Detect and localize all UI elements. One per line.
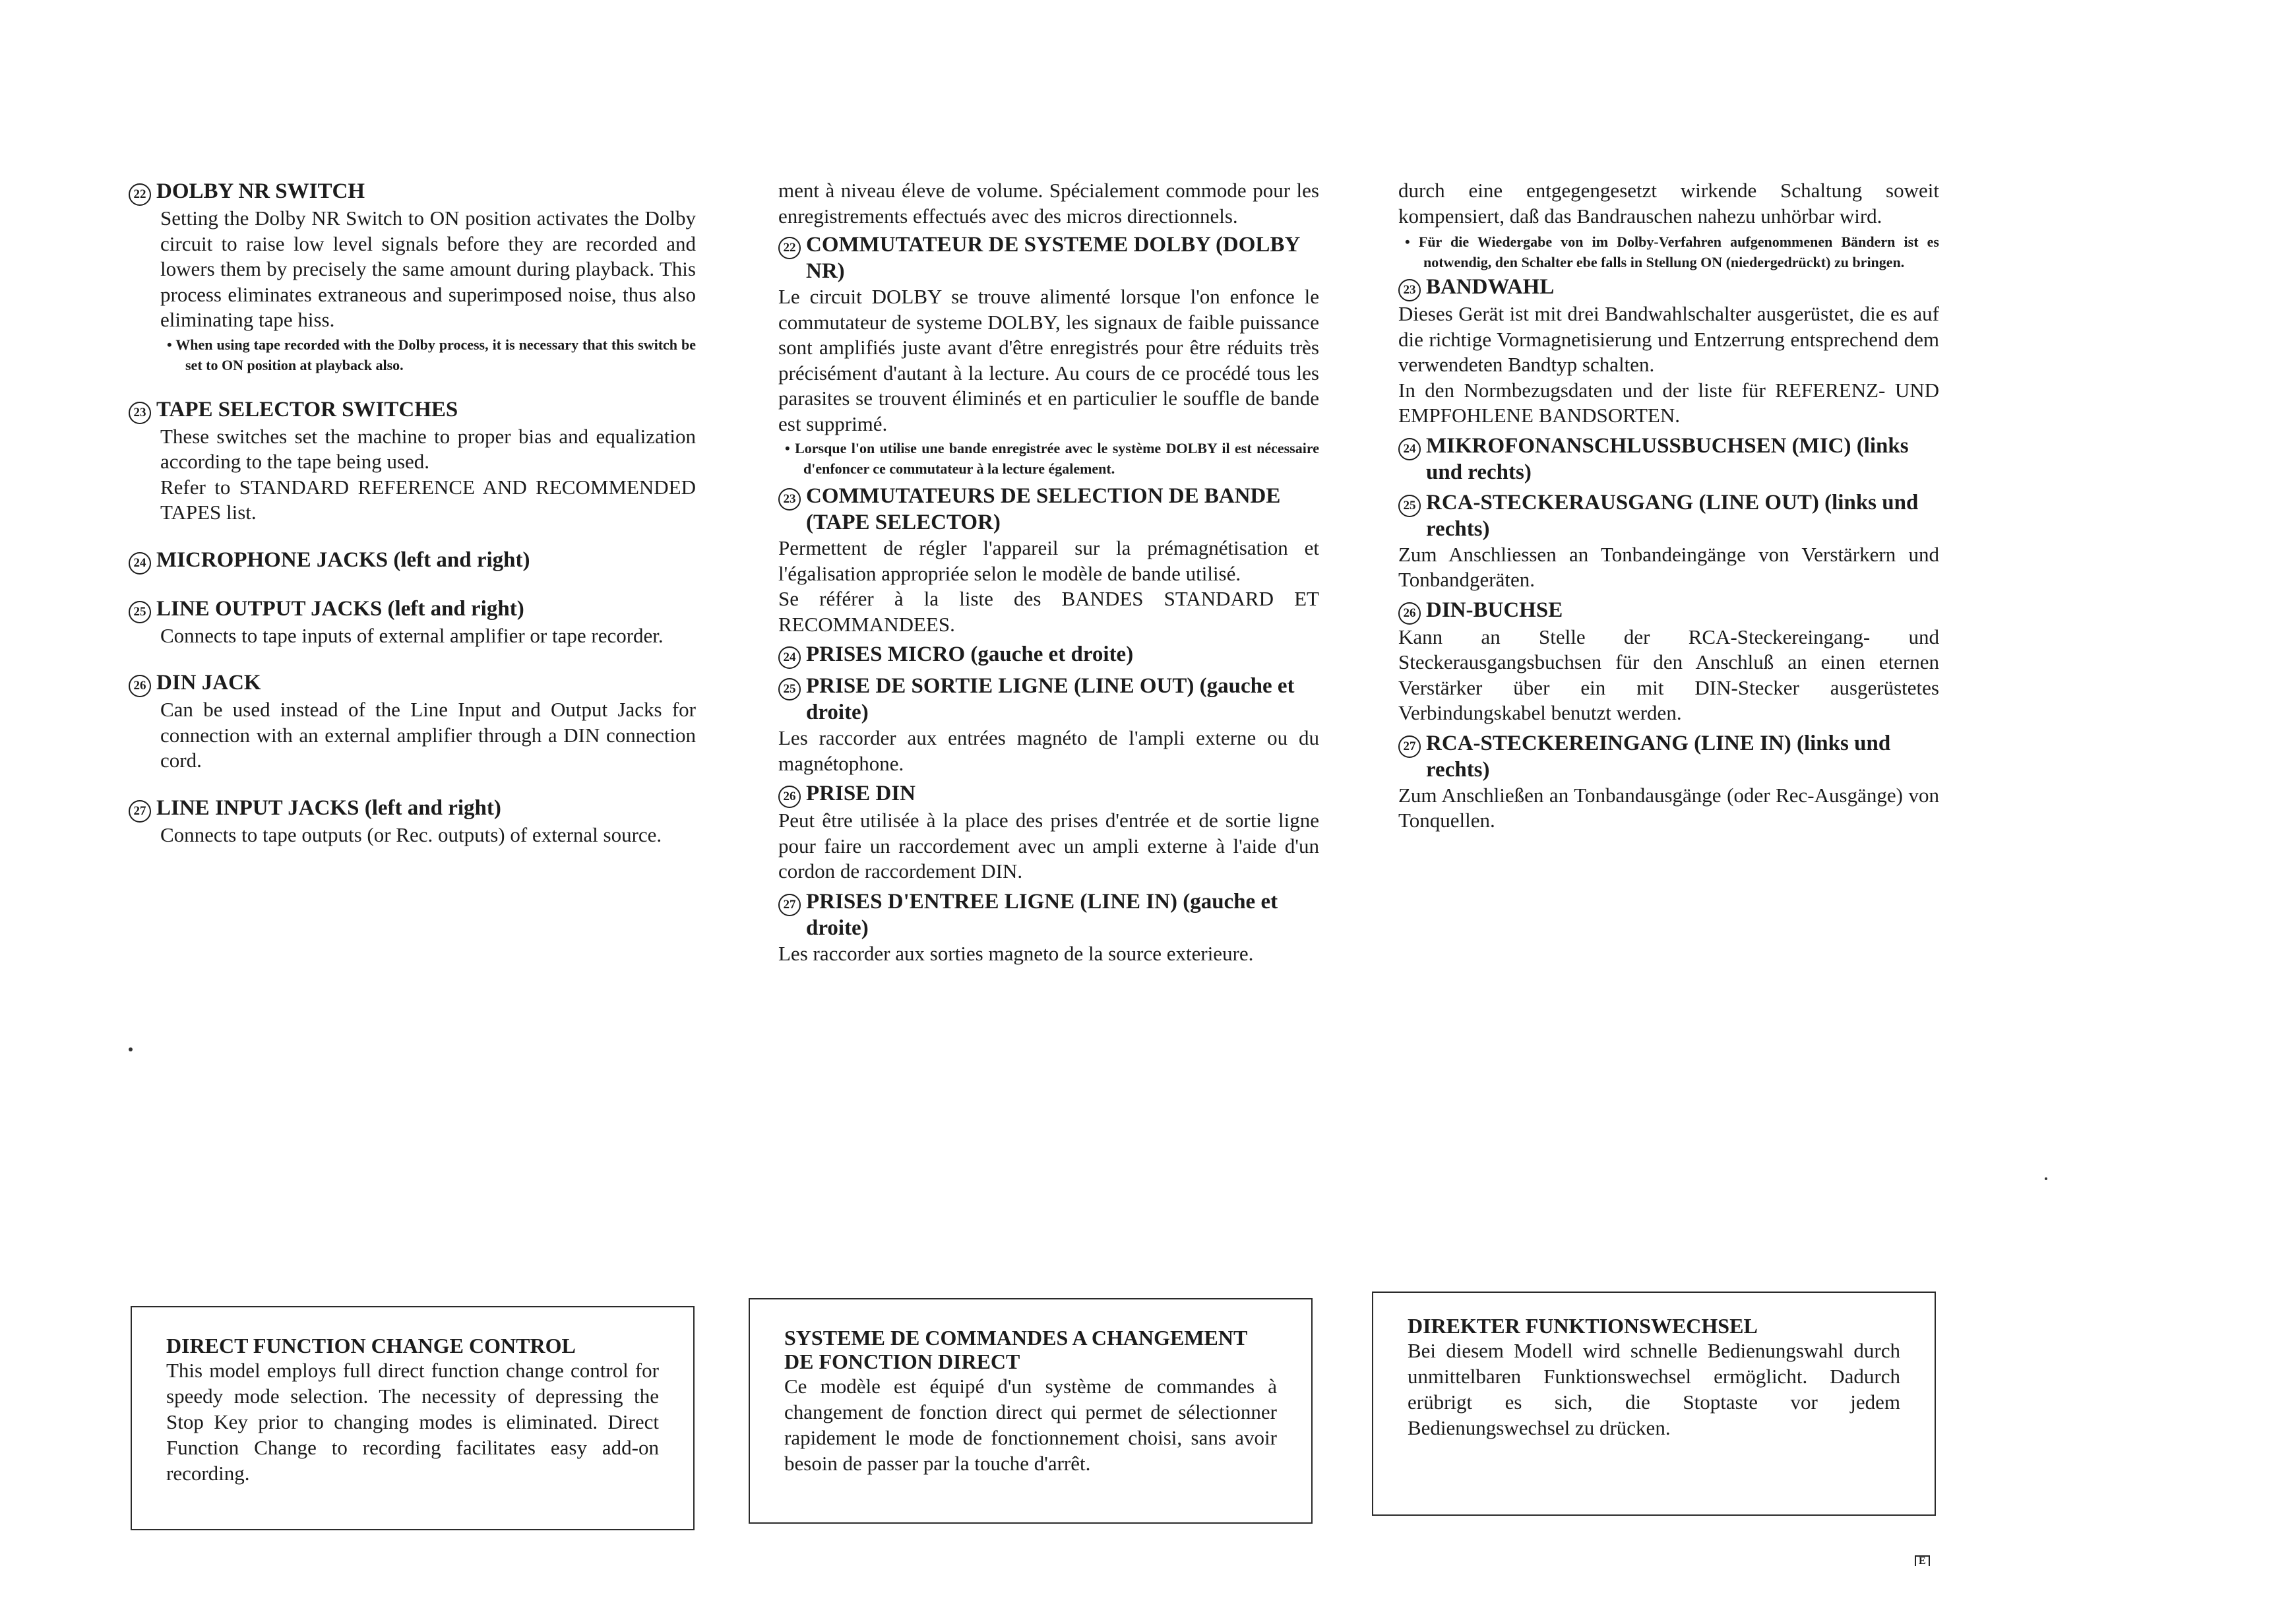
item-text-2: Refer to STANDARD REFERENCE AND RECOMMENDED TAPES list. <box>160 475 696 524</box>
item-title: DIN-BUCHSE <box>1426 598 1563 622</box>
english-column <box>129 178 696 869</box>
item-line-input-jacks <box>129 795 696 848</box>
item-din-jack <box>129 670 696 774</box>
item-rca-steckerausgang <box>1398 489 1939 593</box>
item-number-badge: 25 <box>778 678 801 701</box>
item-prise-sortie-ligne <box>778 673 1319 776</box>
item-number-badge: 23 <box>778 488 801 511</box>
item-number-badge: 24 <box>1398 438 1421 460</box>
box-text: This model employs full direct function change control for speedy mode selection. The necessity of depressing the Stop Key prior to changing modes is eliminated. Direct Function Change to recording facilitates easy add-on recording. <box>166 1359 659 1485</box>
item-tape-selector <box>129 396 696 526</box>
item-text: Peut être utilisée à la place des prises d'entrée et de sortie ligne pour faire un raccordement avec un ampli externe à l'aide d'un cordon de raccordement DIN. <box>778 809 1319 883</box>
box-title: SYSTEME DE COMMANDES A CHANGEMENT DE FONCTION DIRECT <box>784 1326 1247 1373</box>
item-title: COMMUTATEUR DE SYSTEME DOLBY (DOLBY NR) <box>806 233 1300 283</box>
item-title: PRISES D'ENTREE LIGNE (LINE IN) (gauche et droite) <box>806 889 1278 940</box>
item-text-2: Se référer à la liste des BANDES STANDARD ET RECOMMANDEES. <box>778 587 1319 636</box>
item-line-output-jacks <box>129 596 696 649</box>
continued-text: ment à niveau éleve de volume. Spécialement commode pour les enregistrements effectués avec des micros directionnels. <box>778 179 1319 228</box>
direct-function-box-german <box>1372 1292 1936 1516</box>
item-text: Dieses Gerät ist mit drei Bandwahlschalter ausgerüstet, die es auf die richtige Vormagnetisierung und Entzerrung entsprechend dem verwendeten Bandtyp schalten. <box>1398 302 1939 376</box>
item-number-badge: 23 <box>1398 279 1421 301</box>
item-title: MICROPHONE JACKS (left and right) <box>156 547 530 572</box>
item-prises-micro <box>778 641 1319 669</box>
item-number-badge: 22 <box>129 183 151 206</box>
page-marker: E <box>1915 1555 1930 1566</box>
stray-dot <box>2045 1177 2047 1180</box>
box-text: Ce modèle est équipé d'un système de commandes à changement de fonction direct qui permet de sélectionner rapidement le mode de fonctionnement choisi, sans avoir besoin de passer par la touche d'arrêt. <box>784 1375 1277 1475</box>
item-text: Les raccorder aux entrées magnéto de l'ampli externe ou du magnétophone. <box>778 726 1319 775</box>
item-dolby-nr-switch <box>129 178 696 375</box>
item-text: Kann an Stelle der RCA-Steckereingang- und Steckerausgangsbuchsen für den Anschluß an einen eternen Verstärker über ein mit DIN-Stecker ausgerüstetes Verbindungskabel benutzt werden. <box>1398 625 1939 724</box>
item-title: PRISES MICRO (gauche et droite) <box>806 642 1134 666</box>
item-number-badge: 22 <box>778 237 801 259</box>
box-text: Bei diesem Modell wird schnelle Bedienungswahl durch unmittelbaren Funktionswechsel ermöglicht. Dadurch erübrigt es sich, die Stoptaste vor jedem Bedienungswechsel zu drücken. <box>1408 1339 1900 1439</box>
box-title: DIRECT FUNCTION CHANGE CONTROL <box>166 1334 576 1357</box>
item-commutateur-dolby <box>778 232 1319 479</box>
item-title: LINE OUTPUT JACKS (left and right) <box>156 596 524 621</box>
item-title: DOLBY NR SWITCH <box>156 179 365 203</box>
item-title: PRISE DE SORTIE LIGNE (LINE OUT) (gauche et droite) <box>806 674 1295 724</box>
box-title: DIREKTER FUNKTIONSWECHSEL <box>1408 1314 1758 1338</box>
item-number-badge: 25 <box>1398 495 1421 517</box>
item-text: Connects to tape outputs (or Rec. outputs) of external source. <box>160 823 662 846</box>
item-text: Setting the Dolby NR Switch to ON position activates the Dolby circuit to raise low level signals before they are recorded and lowers them by precisely the same amount during playback. This process eliminates extraneous and superimposed noise, thus also eliminating tape hiss. <box>160 206 696 331</box>
item-title: COMMUTATEURS DE SELECTION DE BANDE (TAPE SELECTOR) <box>806 484 1281 534</box>
german-column <box>1398 178 1939 838</box>
item-bandwahl <box>1398 274 1939 429</box>
item-number-badge: 27 <box>129 800 151 823</box>
item-number-badge: 24 <box>129 552 151 575</box>
item-number-badge: 27 <box>778 894 801 916</box>
item-title: PRISE DIN <box>806 782 915 805</box>
item-text: Zum Anschließen an Tonbandausgänge (oder Rec-Ausgänge) von Tonquellen. <box>1398 783 1939 832</box>
item-title: RCA-STECKERAUSGANG (LINE OUT) (links und rechts) <box>1426 490 1919 541</box>
item-number-badge: 24 <box>778 646 801 669</box>
item-title: BANDWAHL <box>1426 275 1555 299</box>
item-mikrofonanschluss <box>1398 433 1939 485</box>
item-number-badge: 23 <box>129 402 151 424</box>
item-number-badge: 26 <box>1398 602 1421 625</box>
item-number-badge: 27 <box>1398 735 1421 758</box>
item-rca-steckereingang <box>1398 730 1939 834</box>
direct-function-box-french <box>749 1298 1313 1524</box>
item-text: Le circuit DOLBY se trouve alimenté lorsque l'on enfonce le commutateur de systeme DOLBY, les signaux de faible puissance sont amplifiés juste avant d'être enregistrés pour être réduits très précisément d'autant à la lecture. Au cours de ce procédé tous les parasites se trouvent éliminés et en particulier le souffle de bande est supprimé. <box>778 285 1319 435</box>
item-text: Permettent de régler l'appareil sur la prémagnétisation et l'égalisation appropriée selon le modèle de bande utilisé. <box>778 536 1319 585</box>
item-text: Zum Anschliessen an Tonbandeingänge von Verstärkern und Tonbandgeräten. <box>1398 542 1939 591</box>
stray-dot <box>129 1047 133 1051</box>
direct-function-box-english <box>131 1306 695 1530</box>
item-title: DIN JACK <box>156 671 261 695</box>
item-prises-entree-ligne <box>778 888 1319 967</box>
item-commutateurs-bande <box>778 483 1319 637</box>
continued-text: durch eine entgegengesetzt wirkende Schaltung soweit kompensiert, daß das Bandrauschen nahezu unhörbar wird. <box>1398 179 1939 228</box>
item-prise-din <box>778 780 1319 885</box>
item-number-badge: 26 <box>129 675 151 697</box>
item-number-badge: 25 <box>129 601 151 623</box>
item-title: RCA-STECKEREINGANG (LINE IN) (links und rechts) <box>1426 731 1891 782</box>
item-text: Connects to tape inputs of external amplifier or tape recorder. <box>160 623 664 647</box>
french-lead-wrap <box>778 178 1319 229</box>
item-din-buchse <box>1398 597 1939 726</box>
french-column <box>778 178 1319 970</box>
item-title: MIKROFONANSCHLUSSBUCHSEN (MIC) (links und rechts) <box>1426 433 1909 484</box>
item-text-2: In den Normbezugsdaten und der liste für REFERENZ- UND EMPFOHLENE BANDSORTEN. <box>1398 378 1939 427</box>
item-text: Les raccorder aux sorties magneto de la source exterieure. <box>778 941 1254 965</box>
item-microphone-jacks <box>129 547 696 575</box>
item-number-badge: 26 <box>778 786 801 808</box>
item-title: TAPE SELECTOR SWITCHES <box>156 397 458 421</box>
item-text: Can be used instead of the Line Input and Output Jacks for connection with an external amplifier through a DIN connection cord. <box>160 698 696 772</box>
item-note: • Lorsque l'on utilise une bande enregistrée avec le système DOLBY il est nécessaire d'enfoncer ce commutateur à la lecture également. <box>785 440 1319 477</box>
item-title: LINE INPUT JACKS (left and right) <box>156 795 501 820</box>
continued-note: • Für die Wiedergabe von im Dolby-Verfahren aufgenommenen Bändern ist es notwendig, den Schalter ebe falls in Stellung ON (niedergedrückt) zu bringen. <box>1405 234 1939 270</box>
item-note: • When using tape recorded with the Dolby process, it is necessary that this switch be set to ON position at playback also. <box>167 336 696 373</box>
item-text: These switches set the machine to proper bias and equalization according to the tape being used. <box>160 424 696 473</box>
